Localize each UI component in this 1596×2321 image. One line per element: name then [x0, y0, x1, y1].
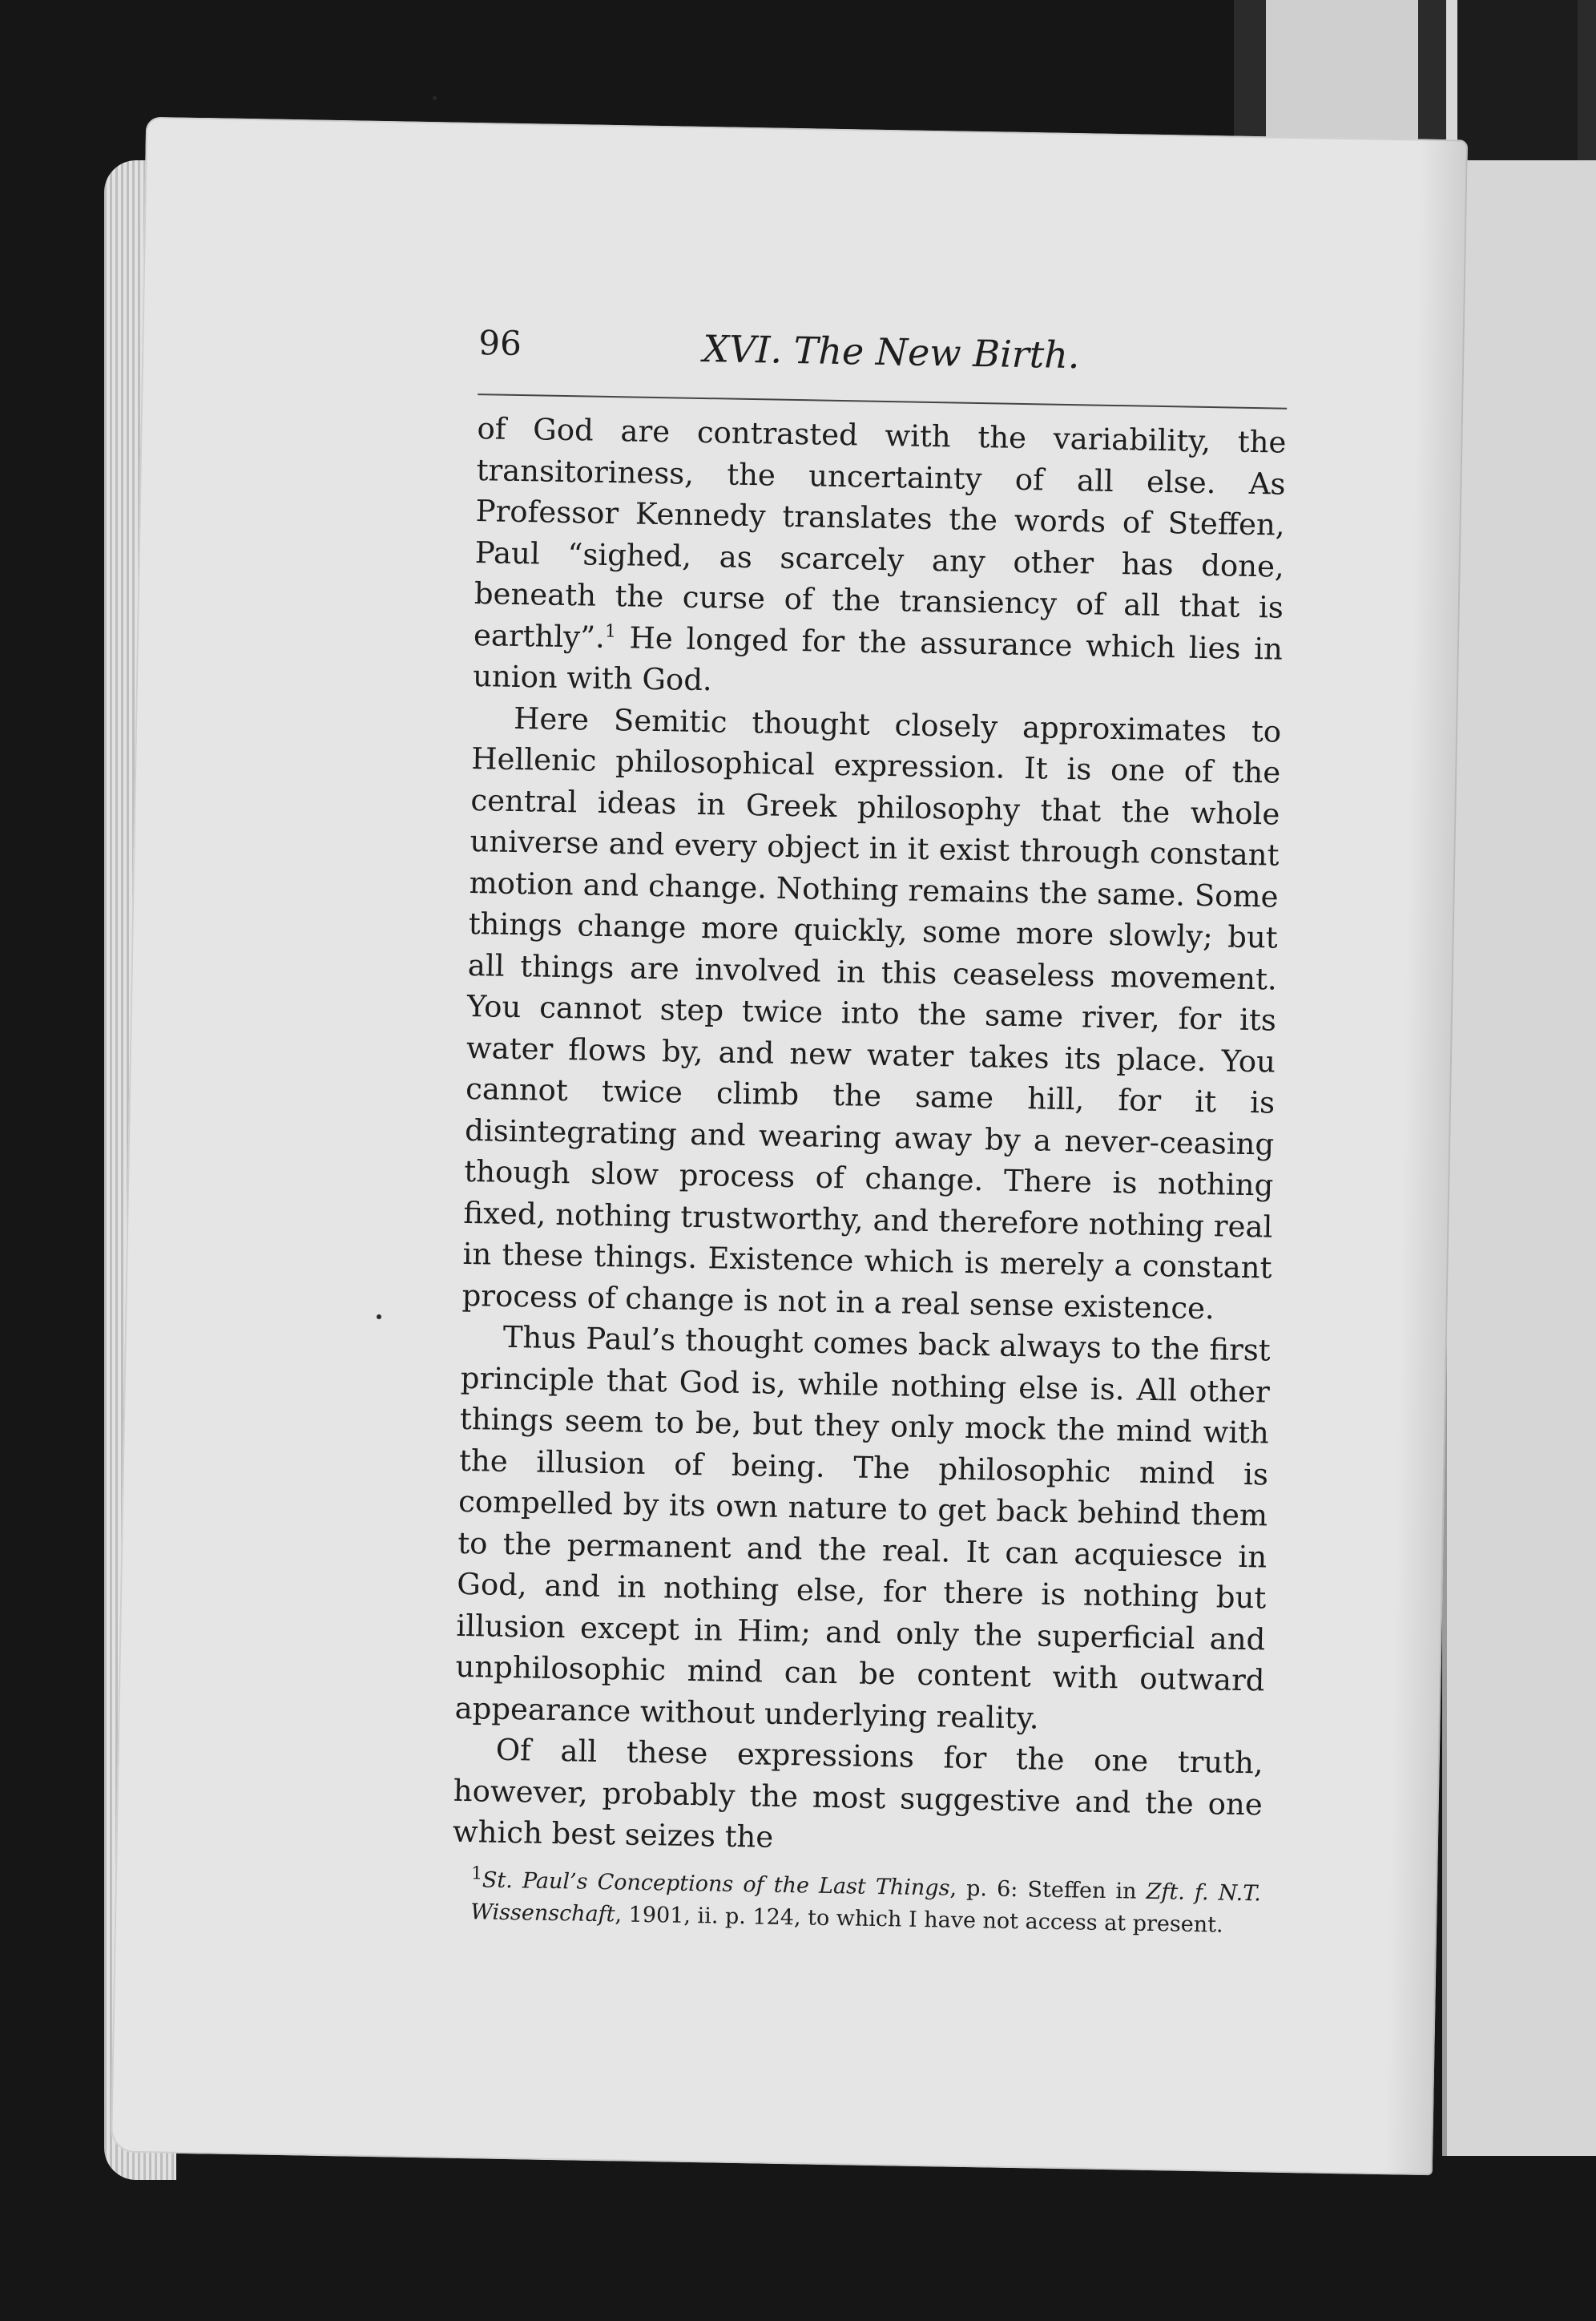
page-number: 96	[478, 323, 522, 364]
paper-speck	[377, 1314, 381, 1319]
paragraph: Here Semitic thought closely approximates to Hellenic philosophical expression. It is one of the central ideas in Greek philosophy that the whole universe and every object in it exist through constant motion and change. Nothing remains the same. Some things change more quickly, some more slowly; but all things are involved in this ceaseless movement. You cannot step twice into the same river, for its water flows by, and new water takes its place. You cannot twice climb the same hill, for it is disintegrating and wearing away by a never-ceasing though slow process of change. There is nothing fixed, nothing trustworthy, and therefore nothing real in these things. Existence which is merely a constant process of change is not in a real sense existence.	[461, 700, 1282, 1326]
footnote-reference: 1	[604, 621, 617, 642]
paper-speck	[433, 96, 437, 100]
footnote: $^1$St. Paul’s Conceptions of the Last Things, p. 6: Steffen in Zft. f. N.T. Wissenschaft, 1901, ii. p. 124, to which I have not access at present.	[470, 1863, 1262, 1938]
header-rule	[478, 394, 1287, 410]
paragraph: of God are contrasted with the variability, the transitoriness, the uncertainty of all else. As Professor Kennedy translates the words of Steffen, Paul “sighed, as scarcely any other has done, beneath the curse of the transiency of all that is earthly”.$^1$ He longed for the assurance which lies in union with God.	[472, 411, 1287, 698]
page-content	[451, 323, 1288, 1942]
facing-page-edge	[1442, 160, 1596, 2156]
footnote-mark: 1	[470, 1863, 483, 1883]
body-text	[453, 408, 1287, 1867]
running-title: XVI. The New Birth.	[702, 326, 1080, 377]
page-header	[478, 323, 1288, 394]
paragraph: Thus Paul’s thought comes back always to the first principle that God is, while nothing else is. All other things seem to be, but they only mock the mind with the illusion of being. The philosophic mind is compelled by its own nature to get back behind them to the permanent and the real. It can acquiesce in God, and in nothing else, for there is nothing but illusion except in Him; and only the superficial and unphilosophic mind can be content with outward appearance without underlying reality.	[454, 1319, 1272, 1736]
book-page	[111, 117, 1468, 2175]
footnote-book-title: St. Paul’s Conceptions of the Last Things	[482, 1867, 950, 1901]
paragraph: Of all these expressions for the one truth, however, probably the most suggestive and the one which best seizes the	[452, 1732, 1264, 1855]
footnote-journal: Zft. f. N.T. Wissenschaft	[470, 1879, 1262, 1927]
